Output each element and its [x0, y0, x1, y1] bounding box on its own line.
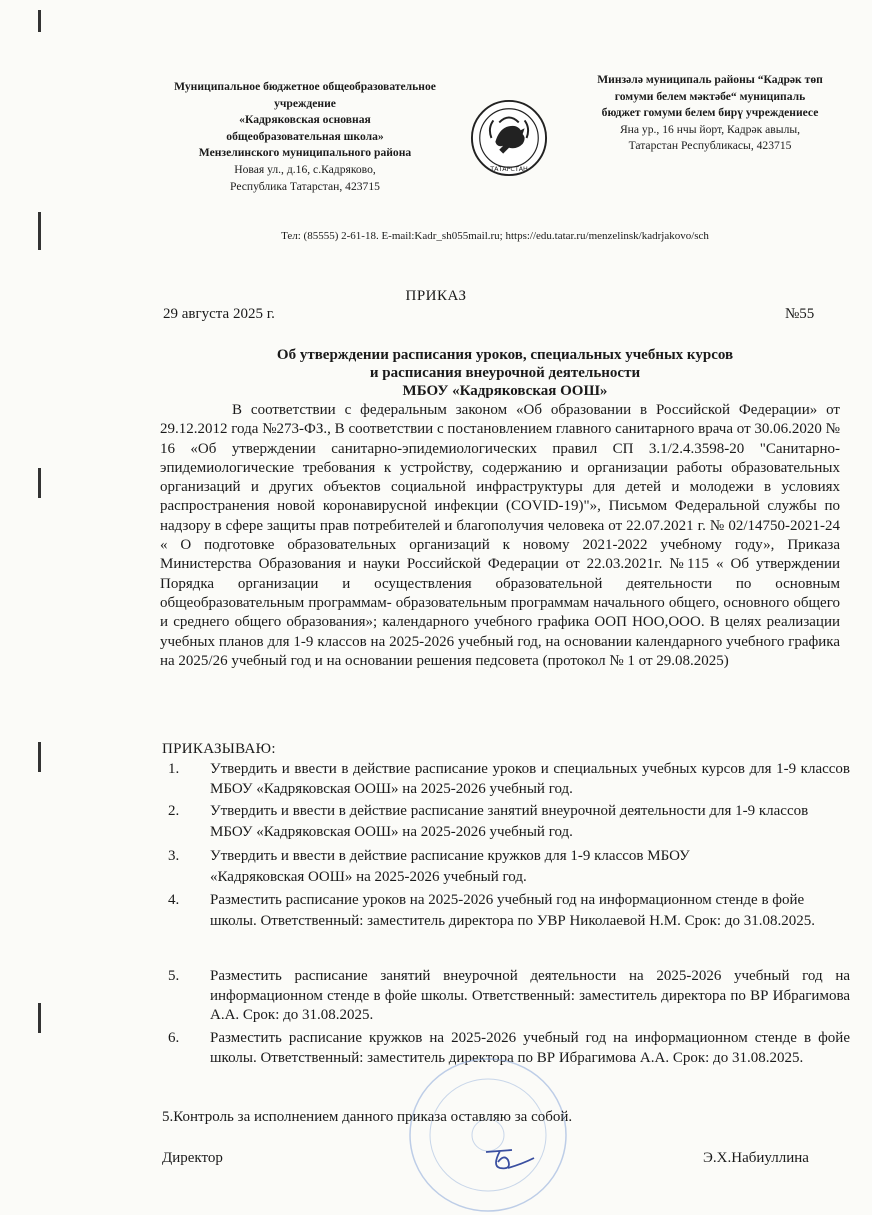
- order-number: №55: [785, 306, 815, 322]
- header-left-line: учреждение: [274, 96, 336, 110]
- emblem-label: ТАТАРСТАН: [490, 166, 528, 174]
- signatory-position: Директор: [162, 1150, 223, 1166]
- header-right-line: Яна ур., 16 нчы йорт, Кадрәк авылы,: [619, 122, 801, 136]
- list-item: [168, 846, 840, 886]
- order-directive: ПРИКАЗЫВАЮ:: [162, 741, 276, 757]
- handwritten-signature: [478, 1138, 548, 1178]
- list-item: [168, 760, 850, 800]
- scan-mark: [38, 1003, 41, 1033]
- scan-mark: [38, 468, 41, 498]
- list-item-number: 4.: [168, 892, 180, 908]
- official-stamp: [380, 1040, 595, 1215]
- header-left-line: «Кадряковская основная: [239, 113, 371, 127]
- order-heading: ПРИКАЗ: [405, 288, 467, 304]
- scan-mark: [38, 212, 41, 250]
- scan-mark: [38, 742, 41, 772]
- header-right-line: гомуми белем мәктәбе“ муниципаль: [614, 89, 806, 103]
- list-item: [168, 967, 850, 1027]
- list-item-number: 5.: [168, 968, 180, 984]
- list-item: [168, 801, 840, 841]
- contacts-line: Тел: (85555) 2-61-18. E-mail:Kadr_sh055mail.ru; https://edu.tatar.ru/menzelinsk/kadrjakovo/sch: [281, 230, 709, 242]
- title-line: МБОУ «Кадряковская ООШ»: [402, 383, 608, 399]
- title-line: Об утверждении расписания уроков, специальных учебных курсов: [276, 347, 734, 363]
- order-date: 29 августа 2025 г.: [163, 306, 275, 322]
- tatarstan-emblem-icon: [470, 99, 548, 177]
- header-left-line: общеобразовательная школа»: [226, 129, 384, 143]
- list-item-number: 3.: [168, 848, 180, 864]
- header-left-line: Муниципальное бюджетное общеобразовательное: [174, 80, 436, 93]
- title-line: и расписания внеурочной деятельности: [369, 365, 641, 381]
- signatory-name: Э.Х.Набиуллина: [703, 1150, 809, 1166]
- list-item-text: Разместить расписание кружков на 2025-2026 учебный год на информационном стенде в фойе школы. Ответственный: заместитель директора по ВР Ибрагимова А.А. Срок: до 31.08.2025.: [210, 1030, 850, 1066]
- list-item-text: Утвердить и ввести в действие расписание кружков для 1-9 классов МБОУ «Кадряковская ООШ» на 2025-2026 учебный год.: [210, 848, 690, 885]
- control-clause: 5.Контроль за исполнением данного приказа оставляю за собой.: [162, 1109, 573, 1125]
- header-left-line: Новая ул., д.16, с.Кадряково,: [234, 162, 376, 176]
- header-right-line: Минзәлә муниципаль районы “Кадрәк төп: [597, 73, 823, 86]
- header-left: [150, 79, 460, 195]
- header-right-line: бюджет гомуми белем бирү учреждениесе: [601, 106, 819, 120]
- header-right: [565, 72, 855, 155]
- list-item-text: Утвердить и ввести в действие расписание занятий внеурочной деятельности для 1-9 классов МБОУ «Кадряковская ООШ» на 2025-2026 учебный год.: [210, 803, 809, 840]
- header-left-line: Мензелинского муниципального района: [198, 146, 412, 160]
- list-item-number: 6.: [168, 1030, 180, 1046]
- header-left-line: Республика Татарстан, 423715: [230, 179, 380, 193]
- preamble-paragraph: В соответствии с федеральным законом «Об образовании в Российской Федерации» от 29.12.2012 года №273-ФЗ., В соответствии с постановлением главного санитарного врача от 30.06.2020 № 16 «Об утверждении санитарно-эпидемиологических правил СП 3.1/2.4.3598-20 "Санитарно-эпидемиологические требования к устройству, содержанию и организации работы образовательных организаций и других объектов социальной инфраструктуры для детей и молодежи в условиях распространения новой коронавирусной инфекции (COVID-19)"», Письмом Федеральной службы по надзору в сфере защиты прав потребителей и благополучия человека от 22.07.2021 г. № 02/14750-2021-24 « О подготовке образовательных организаций к новому 2021-2022 учебному году», Приказа Министерства Образования и науки Российской Федерации от 22.03.2021г. №115 « Об утверждении Порядка организации и осуществления образовательной деятельности по основным общеобразовательным программам- образовательным программам начального общего, основного общего и среднего общего образования»; календарного учебного графика ООП НОО,ООО. В целях реализации учебных планов для 1-9 классов на 2025-2026 учебный год, на основании календарного учебного графика на 2025/26 учебный год и на основании решения педсовета (протокол № 1 от 29.08.2025): [160, 402, 840, 669]
- list-item-number: 2.: [168, 803, 180, 819]
- scan-mark: [38, 10, 41, 32]
- list-item-text: Утвердить и ввести в действие расписание уроков и специальных учебных курсов для 1-9 классов МБОУ «Кадряковская ООШ» на 2025-2026 учебный год.: [210, 761, 850, 797]
- order-title: [160, 346, 850, 400]
- list-item-text: Разместить расписание занятий внеурочной деятельности на 2025-2026 учебный год на информационном стенде в фойе школы. Ответственный: заместитель директора по ВР Ибрагимова А.А. Срок: до 31.08.2025.: [210, 968, 850, 1023]
- list-item: [168, 890, 840, 952]
- list-item-number: 1.: [168, 761, 180, 777]
- list-item-text: Разместить расписание уроков на 2025-2026 учебный год на информационном стенде в фойе школы. Ответственный: заместитель директора по УВР Николаевой Н.М. Срок: до 31.08.2025.: [210, 892, 815, 929]
- header-right-line: Татарстан Республикасы, 423715: [628, 139, 792, 153]
